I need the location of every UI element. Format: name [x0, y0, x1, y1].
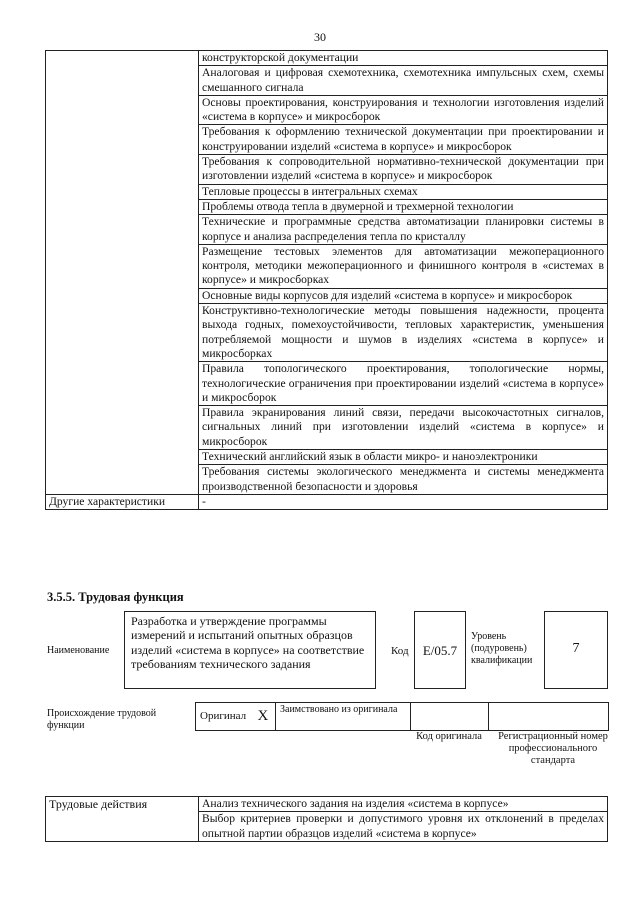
registration-caption: Регистрационный номер профессионального стандарта — [498, 731, 608, 766]
knowledge-item: Аналоговая и цифровая схемотехника, схемотехника импульсных схем, схемы смешанного сигнала — [199, 66, 608, 96]
knowledge-item: Требования системы экологического менеджмента и системы менеджмента производственной безопасности и здоровья — [199, 465, 608, 495]
knowledge-item: Тепловые процессы в интегральных схемах — [199, 184, 608, 199]
original-label: Оригинал — [196, 703, 254, 731]
borrowed-label: Заимствовано из оригинала — [276, 703, 411, 731]
table-row — [196, 703, 609, 731]
knowledge-item: Проблемы отвода тепла в двумерной и трехмерной технологии — [199, 199, 608, 214]
labor-action-item: Анализ технического задания на изделия «система в корпусе» — [199, 797, 608, 812]
labor-actions-table — [45, 796, 608, 842]
original-code-cell — [411, 703, 489, 731]
knowledge-item: Технические и программные средства автоматизации планировки системы в корпусе и анализа распределения тепла по кристаллу — [199, 215, 608, 245]
function-name-value: Разработка и утверждение программы измерений и испытаний опытных образцов изделий «система в корпусе» на соответствие требованиям технического задания — [124, 611, 376, 689]
code-caption: Код оригинала — [416, 731, 482, 742]
knowledge-item: Конструктивно-технологические методы повышения надежности, процента выхода годных, помехоустойчивости, тепловых характеристик, уменьшения потребляемой мощности и шумов в изделиях «система в корпусе» и микросборках — [199, 304, 608, 362]
knowledge-item: Правила экранирования линий связи, передачи высокочастотных сигналов, сигнальных линий при изготовлении изделий «система в корпусе» и микросборок — [199, 406, 608, 450]
knowledge-item: конструкторской документации — [199, 51, 608, 66]
labor-action-item: Выбор критериев проверки и допустимого уровня их отклонений в пределах опытной партии образцов изделий «система в корпусе» — [199, 812, 608, 842]
table-row — [46, 797, 608, 812]
knowledge-item: Требования к оформлению технической документации при проектировании и конструировании изделий «система в корпусе» и микросборок — [199, 125, 608, 155]
function-name-label: Наименование — [47, 645, 110, 656]
qualification-level-label: Уровень (подуровень) квалификации — [471, 631, 533, 666]
table-row — [46, 494, 608, 509]
other-characteristics-label: Другие характеристики — [46, 494, 199, 509]
page-number: 30 — [314, 30, 326, 44]
section-heading: 3.5.5. Трудовая функция — [47, 590, 184, 604]
origin-table — [195, 702, 609, 731]
knowledge-item: Правила топологического проектирования, топологические нормы, технологические ограничения при проектировании изделий «система в корпусе» и микросборок — [199, 362, 608, 406]
knowledge-label-cell — [46, 51, 199, 495]
function-code-label: Код — [391, 645, 409, 657]
other-characteristics-value: - — [199, 494, 608, 509]
origin-label: Происхождение трудовой функции — [47, 708, 157, 731]
registration-number-cell — [489, 703, 609, 731]
original-mark: X — [254, 703, 276, 731]
knowledge-item: Технический английский язык в области микро- и наноэлектроники — [199, 450, 608, 465]
labor-actions-label: Трудовые действия — [46, 797, 199, 842]
knowledge-item: Размещение тестовых элементов для автоматизации межоперационного контроля, методики межоперационного и финишного контроля в «системах в корпусе» и микросборках — [199, 244, 608, 288]
knowledge-item: Требования к сопроводительной нормативно-технической документации при изготовлении изделий «система в корпусе» и микросборок — [199, 155, 608, 185]
required-knowledge-table — [45, 50, 608, 510]
knowledge-item: Основные виды корпусов для изделий «система в корпусе» и микросборок — [199, 288, 608, 303]
qualification-level-value: 7 — [544, 611, 608, 689]
function-code-value: E/05.7 — [414, 611, 466, 689]
knowledge-item: Основы проектирования, конструирования и технологии изготовления изделий «система в корпусе» и микросборок — [199, 95, 608, 125]
table-row — [46, 51, 608, 66]
